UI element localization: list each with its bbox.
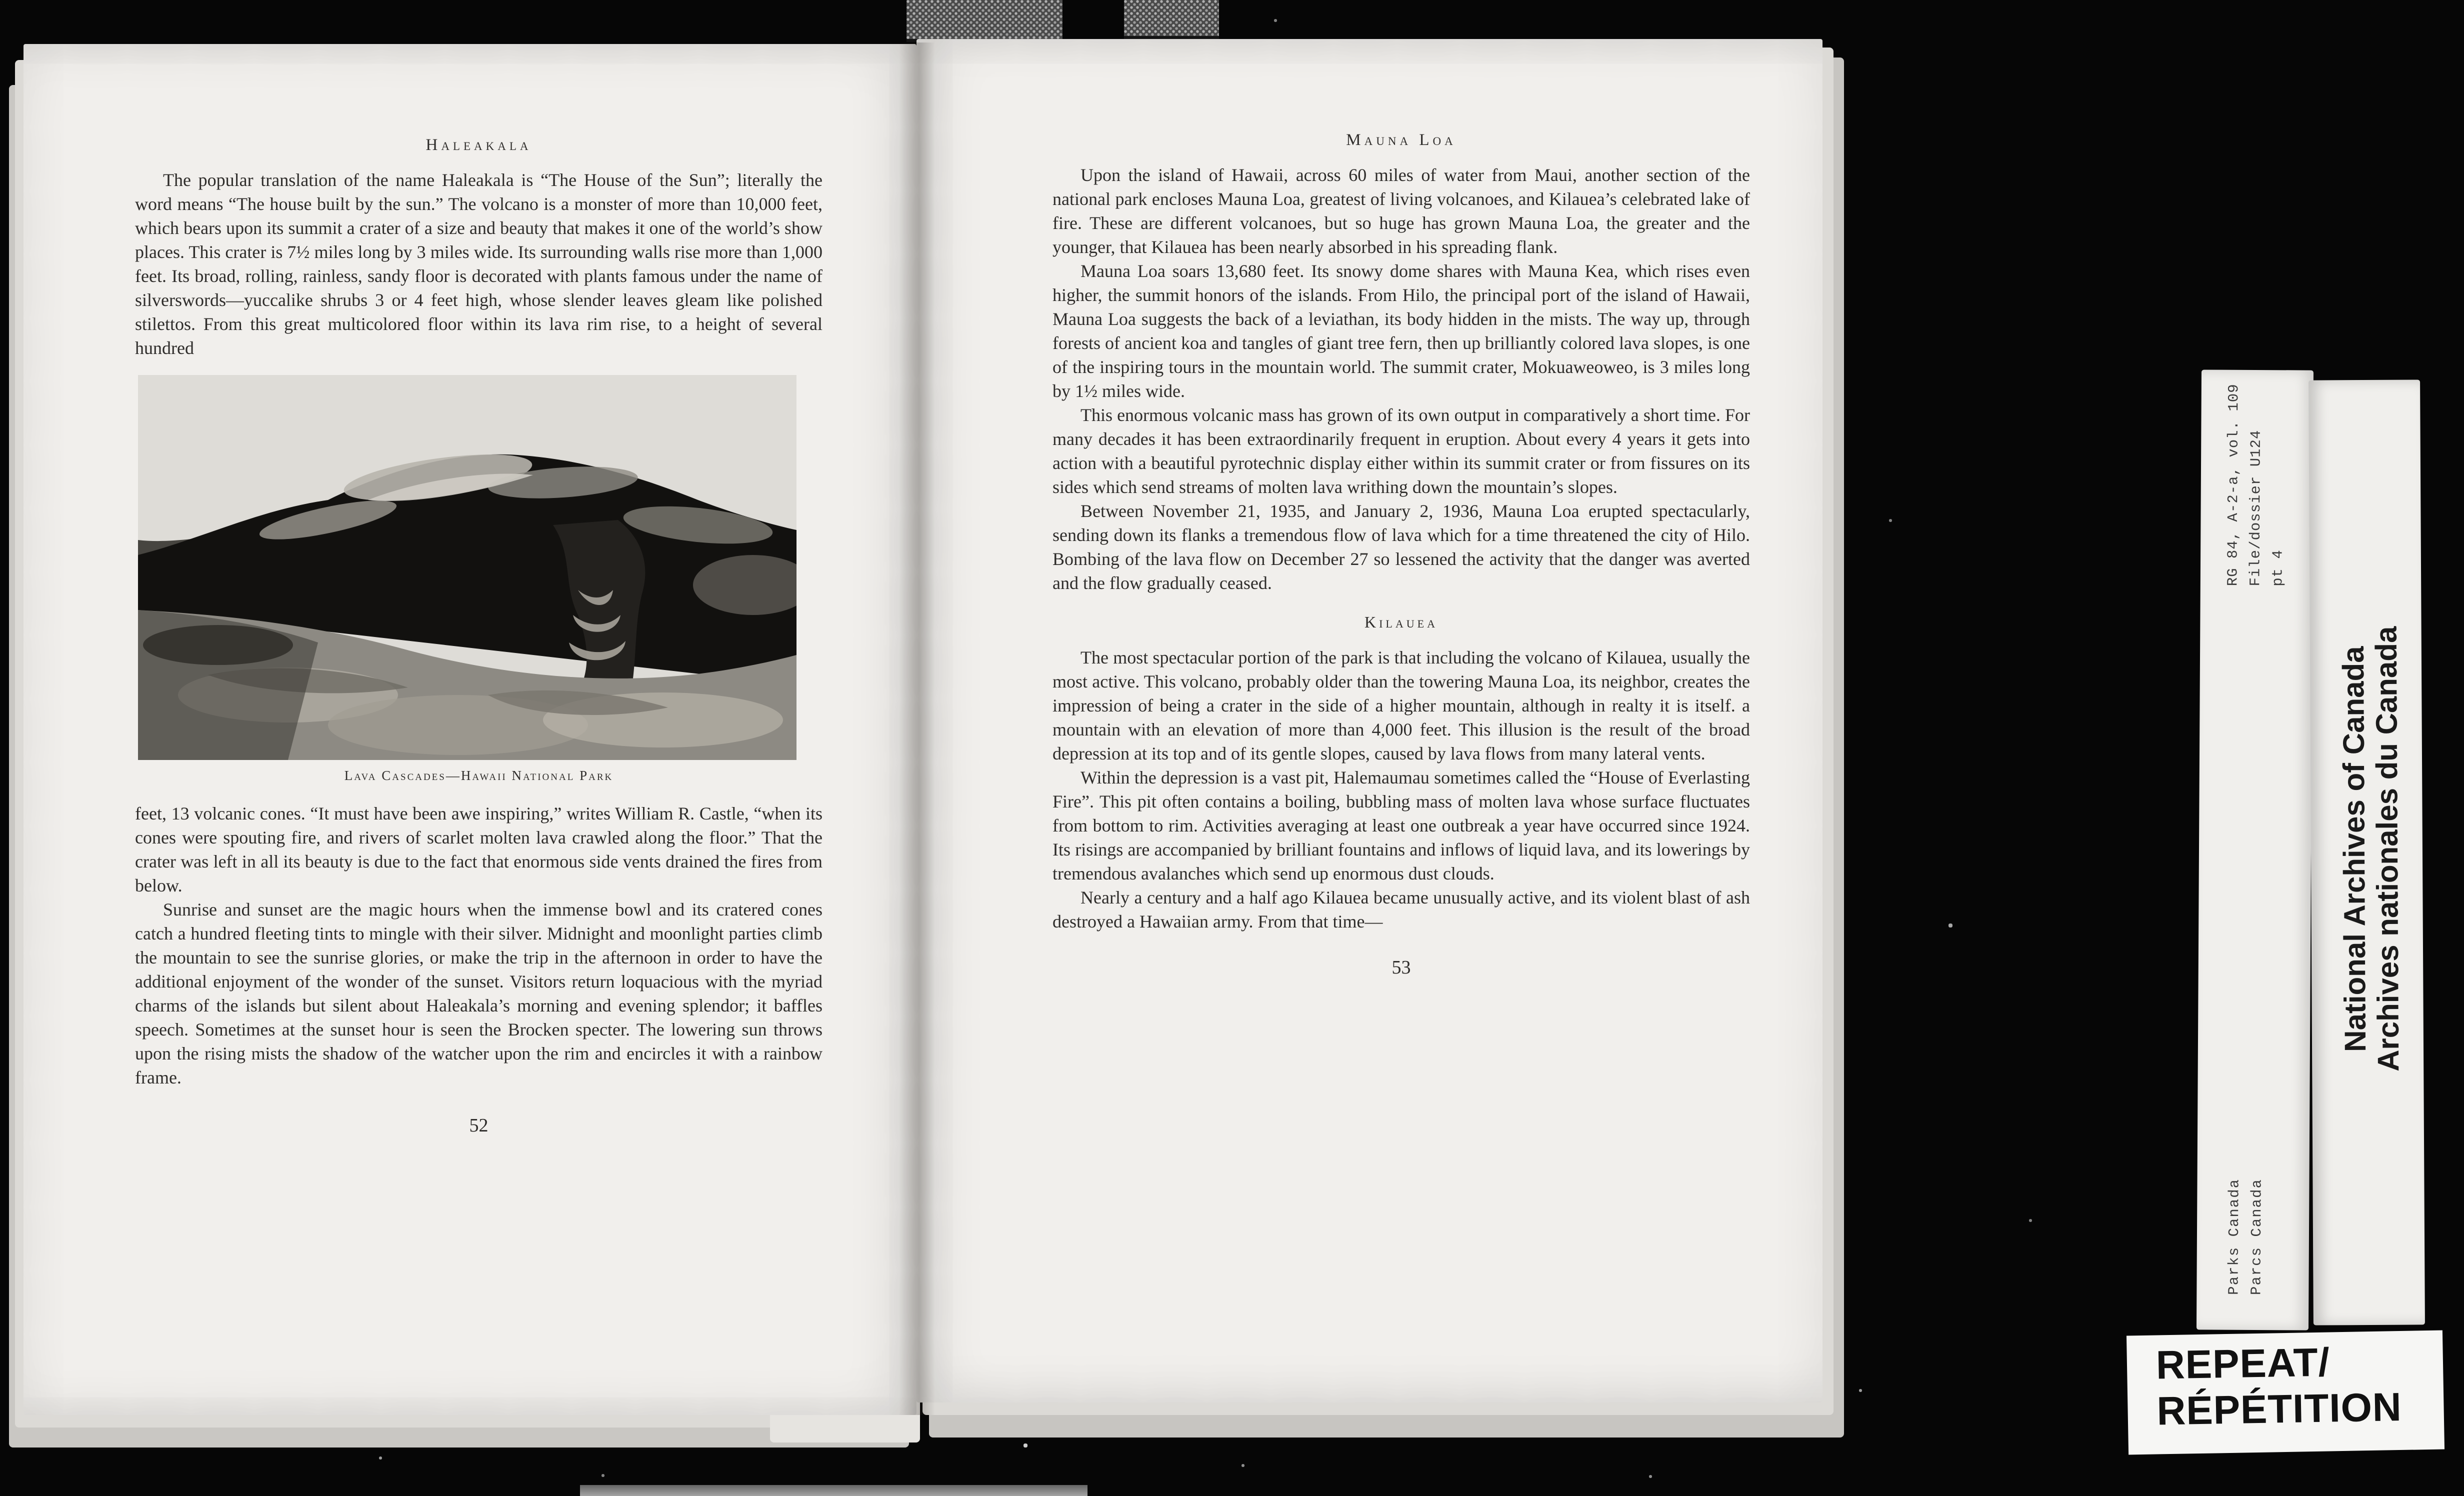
lava-cascades-photo bbox=[138, 375, 796, 760]
national-archives-label bbox=[2336, 584, 2406, 1114]
paragraph-nearly-a-century: Nearly a century and a half ago Kilauea became unusually active, and its violent blast of ash destroyed a Hawaiian army. From that time— bbox=[1052, 888, 1750, 932]
stamp-line-english: REPEAT/ bbox=[2156, 1340, 2330, 1388]
film-splice-tab-right bbox=[1124, 0, 1219, 39]
right-page bbox=[916, 39, 1822, 1402]
gutter-shadow bbox=[899, 42, 935, 1415]
paragraph-most-spectacular: The most spectacular portion of the park is that including the volcano of Kilauea, usually the most active. This volcano, probably older than the towering Mauna Loa, its neighbor, creates the impression of being a crater in the side of a higher mountain, although in realty it is itself. a mountain with an elevation of more than 4,000 feet. This illusion is the result of the broad depression at its top and of its gentle slopes, caused by lava flows from many lateral vents. bbox=[1052, 648, 1750, 764]
film-splice-tab-left bbox=[906, 0, 1062, 42]
archive-reference-strip bbox=[2196, 370, 2314, 1330]
parks-canada-label bbox=[2222, 1110, 2268, 1295]
film-dust-specks bbox=[0, 0, 1, 1]
page-number-left: 52 bbox=[469, 1115, 488, 1136]
paragraph-sunrise-sunset: Sunrise and sunset are the magic hours when the immense bowl and its cratered cones catch a hundred fleeting tints to mingle with their silver. Midnight and moonlight parties climb the mountain to see the sunrise glories, or make the trip in the afternoon in order to have the additional enjoyment of the wonder of the sunset. Visitors return loquacious with the myriad charms of the islands but silent about Haleakala’s morning and evening splendor; it baffles speech. Sometimes at the sunset hour is seen the Brocken specter. The lowering sun throws upon the rising mists the shadow of the watcher upon the rim and encircles it with a rainbow frame. bbox=[135, 900, 822, 1088]
stamp-line-french: RÉPÉTITION bbox=[2156, 1384, 2402, 1434]
paragraph-mauna-loa-soars: Mauna Loa soars 13,680 feet. Its snowy dome shares with Mauna Kea, which rises even higher, the summit honors of the islands. From Hilo, the principal port of the island of Hawaii, Mauna Loa suggests the back of a leviathan, its body hidden in the mists. The way up, through forests of ancient koa and tangles of giant tree fern, then up brilliantly colored lava slopes, is one of the inspiring tours in the mountain world. The summit crater, Mokuaweoweo, is 3 miles long by 1½ miles wide. bbox=[1052, 261, 1750, 401]
page-number-right: 53 bbox=[1392, 957, 1411, 978]
institution-line-1: National Archives of Canada bbox=[2336, 646, 2372, 1052]
film-edge-strip bbox=[580, 1485, 1088, 1496]
reference-line-2: File/dossier U124 bbox=[2247, 430, 2264, 586]
paragraph-haleakala-intro: The popular translation of the name Haleakala is “The House of the Sun”; literally the word means “The house built by the sun.” The volcano is a monster of more than 10,000 feet, which bears upon its summit a crater of a size and beauty that makes it one of the world’s show places. This crater is 7½ miles long by 3 miles wide. Its surrounding walls rise more than 1,000 feet. Its broad, rolling, rainless, sandy floor is decorated with plants famous under the name of silverswords—yuccalike shrubs 3 or 4 feet high, whose slender leaves gleam like polished stilettos. From this great multicolored floor within its lava rim rise, to a height of several hundred bbox=[135, 170, 822, 358]
running-head-haleakala: Haleakala bbox=[426, 136, 532, 154]
paragraph-upon-the-island: Upon the island of Hawaii, across 60 miles of water from Maui, another section of the national park encloses Mauna Loa, greatest of living volcanoes, and Kilauea’s celebrated lake of fire. These are different volcanoes, but so huge has grown Mauna Loa, the greater and the younger, that Kilauea has been nearly absorbed in his spreading flank. bbox=[1052, 165, 1750, 257]
archive-reference-label bbox=[2222, 371, 2290, 586]
paragraph-crater-continuation: feet, 13 volcanic cones. “It must have been awe inspiring,” writes William R. Castle, “when its cones were spouting fire, and rivers of scarlet molten lava crawled along the floor.” That the crater was left in all its beauty is due to the fact that enormous side vents drained the fires from below. bbox=[135, 804, 822, 896]
repeat-stamp bbox=[2126, 1330, 2444, 1455]
institution-line-2: Archives nationales du Canada bbox=[2369, 626, 2406, 1072]
section-heading-kilauea: Kilauea bbox=[1364, 613, 1438, 631]
paragraph-within-depression: Within the depression is a vast pit, Halemaumau sometimes called the “House of Everlasting Fire”. This pit often contains a boiling, bubbling mass of molten lava whose surface fluctuates from bottom to rim. Activities averaging at least one outbreak a year have occurred since 1924. Its risings are accompanied by brilliant fountains and inflows of liquid lava, and its lowerings by tremendous avalanches which send up enormous dust clouds. bbox=[1052, 768, 1750, 884]
left-page bbox=[24, 44, 916, 1415]
agency-line-2: Parcs Canada bbox=[2248, 1178, 2266, 1296]
reference-line-1: RG 84, A-2-a, vol. 109 bbox=[2224, 384, 2242, 586]
paragraph-1935-eruption: Between November 21, 1935, and January 2, 1936, Mauna Loa erupted spectacularly, sending down its flanks a tremendous flow of lava which for a time threatened the city of Hilo. Bombing of the lava flow on December 27 so lessened the activity that the danger was averted and the flow gradually ceased. bbox=[1052, 501, 1750, 593]
photo-caption: Lava Cascades—Hawaii National Park bbox=[344, 768, 614, 783]
archive-institution-strip bbox=[2308, 380, 2425, 1325]
reference-line-3: pt 4 bbox=[2270, 550, 2286, 586]
paragraph-volcanic-mass: This enormous volcanic mass has grown of its own output in comparatively a short time. For many decades it has been extraordinarily frequent in eruption. About every 4 years it gets into action with a beautiful pyrotechnic display either within its summit crater or from fissures on its sides which send streams of molten lava writhing down the mountain’s slopes. bbox=[1052, 405, 1750, 497]
agency-line-1: Parks Canada bbox=[2226, 1178, 2243, 1295]
lava-photo-art bbox=[138, 375, 796, 760]
running-head-mauna-loa: Mauna Loa bbox=[1346, 131, 1456, 149]
